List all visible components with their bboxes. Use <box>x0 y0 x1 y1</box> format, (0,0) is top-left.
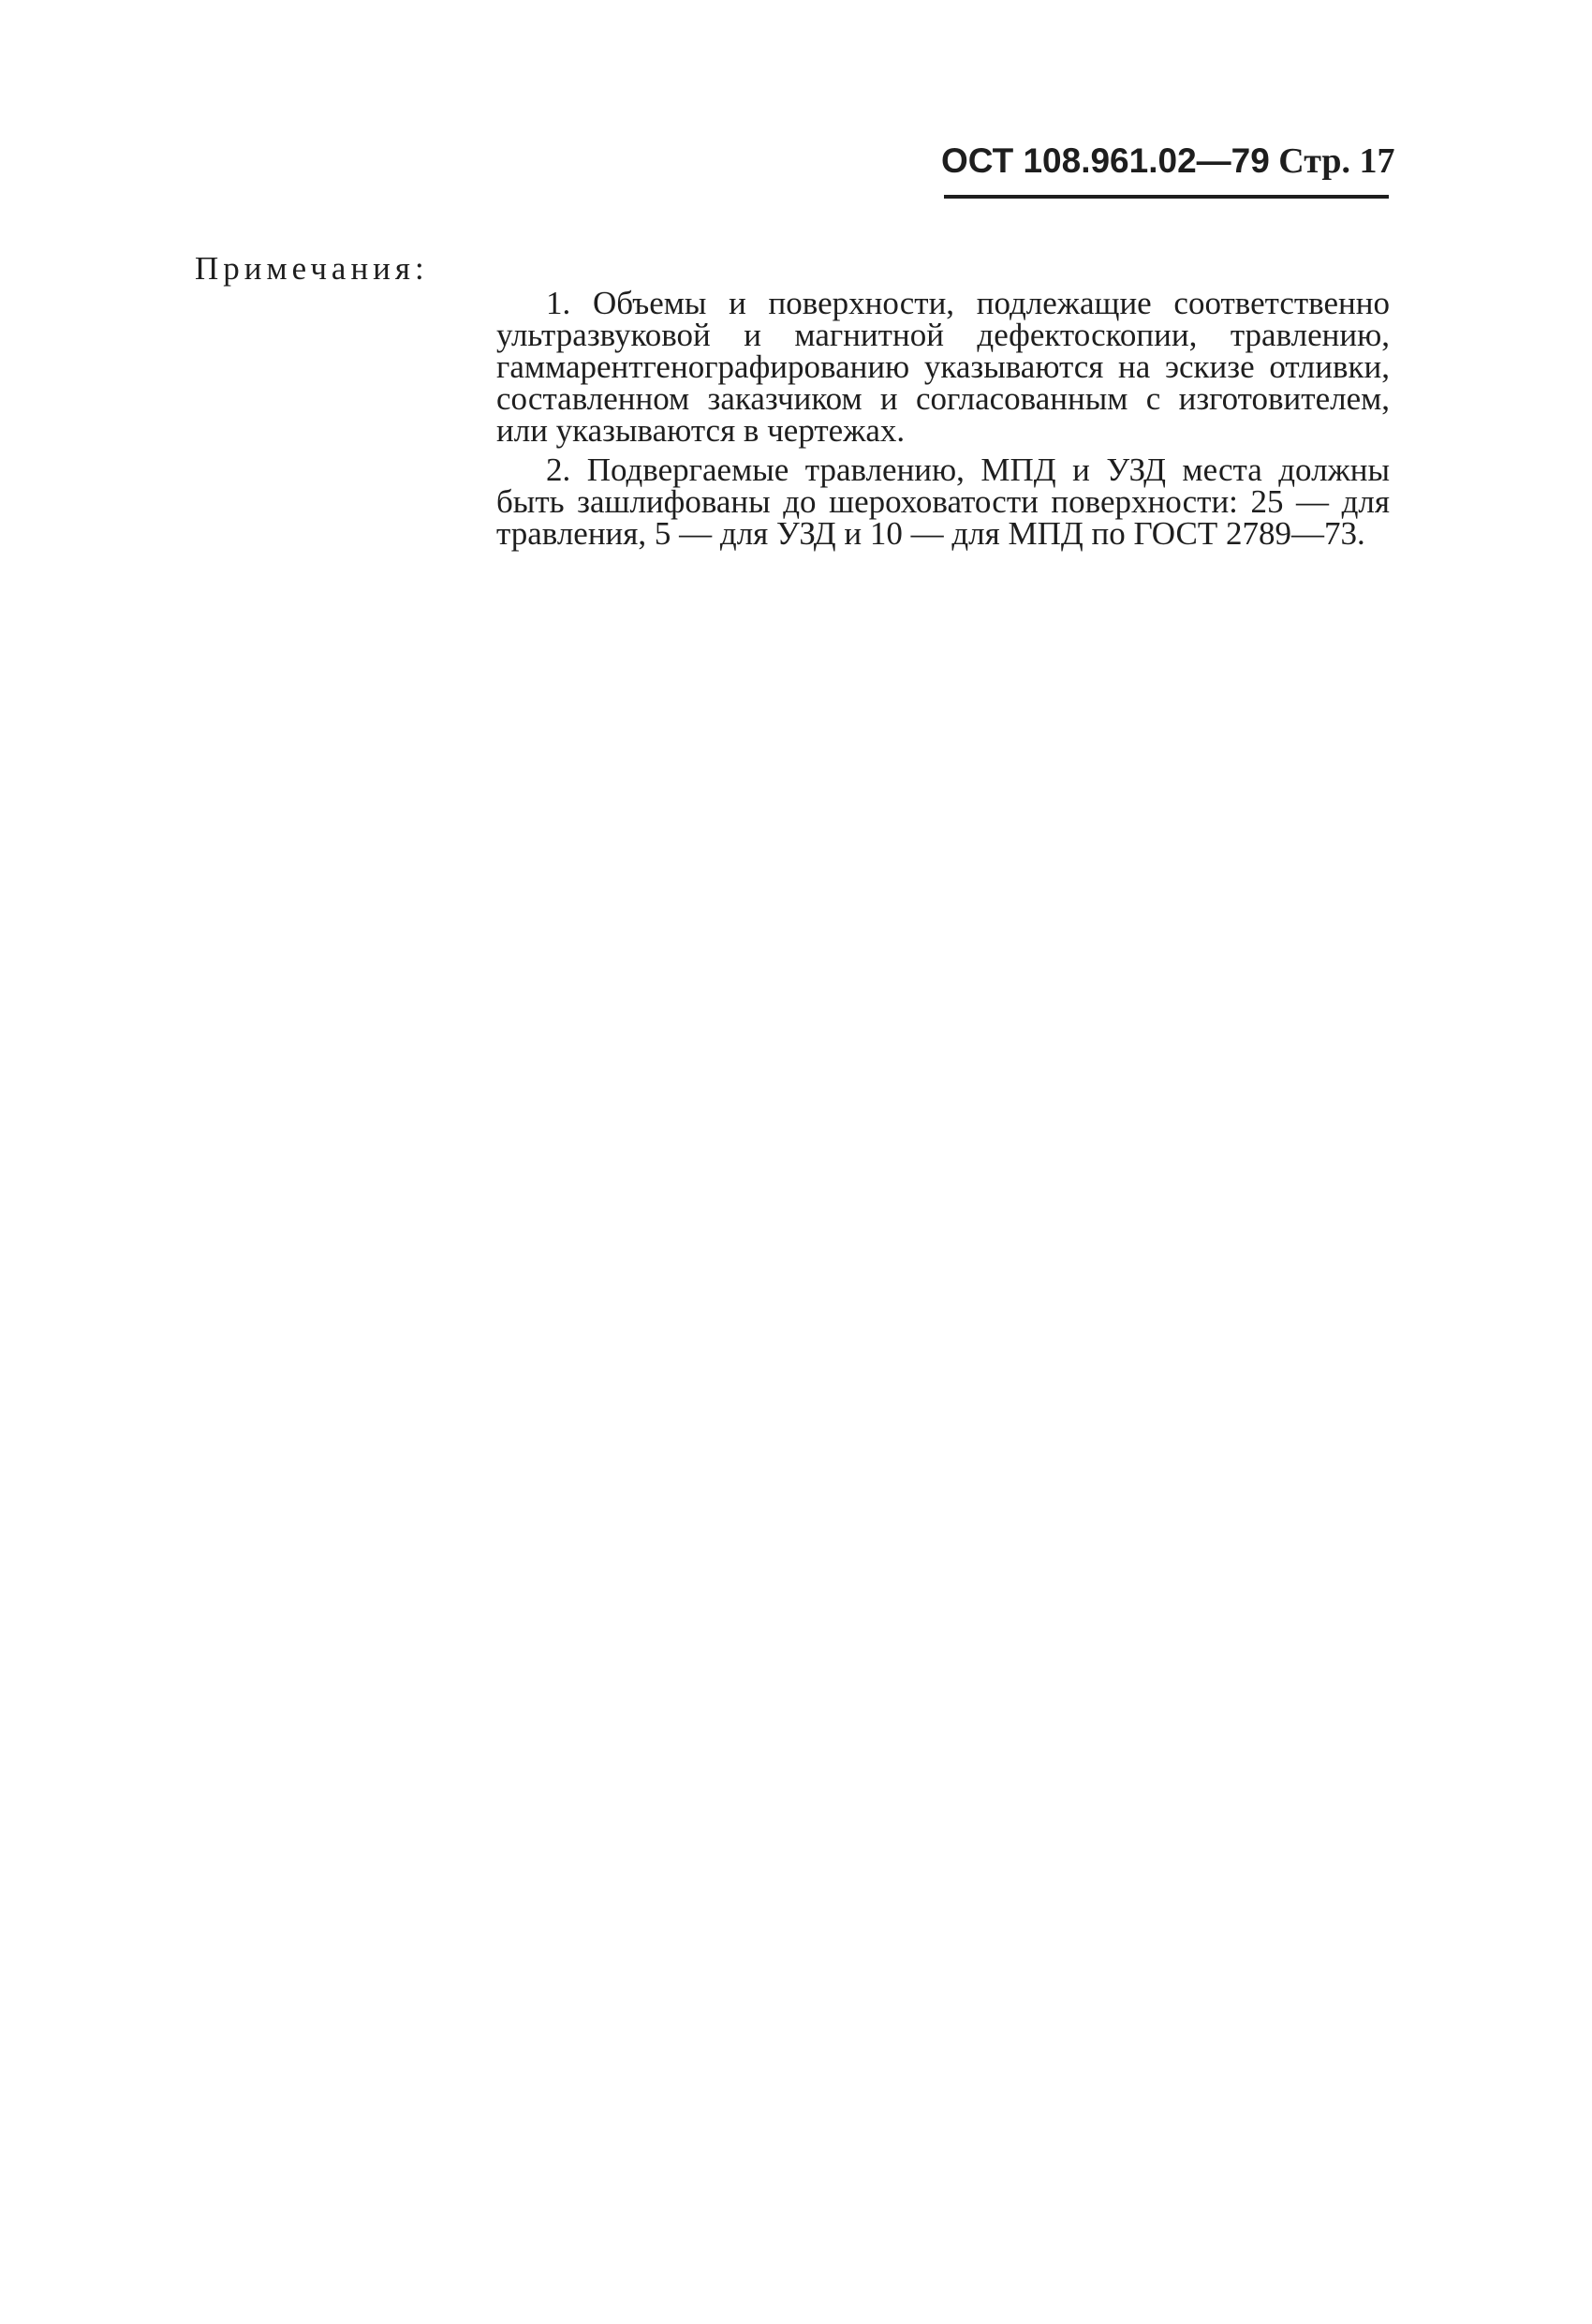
page-number: Стр. 17 <box>1278 141 1395 181</box>
notes-heading: Примечания: <box>195 250 429 287</box>
page-header <box>941 139 1395 184</box>
document-code: ОСТ 108.961.02—79 <box>941 141 1270 180</box>
note-item-1: 1. Объемы и поверхности, подлежащие соответственно ультразвуковой и магнитной дефектоскопии, травлению, гаммарентгенографированию указываются на эскизе отливки, составленном заказчиком и согласованным с изготовителем, или указываются в чертежах. <box>496 285 1390 449</box>
header-underline <box>944 195 1389 199</box>
note-item-2: 2. Подвергаемые травлению, МПД и УЗД места должны быть зашлифованы до шероховатости поверхности: 25 — для травления, 5 — для УЗД и 10 — для МПД по ГОСТ 2789—73. <box>496 451 1390 552</box>
notes-list <box>496 285 1390 557</box>
